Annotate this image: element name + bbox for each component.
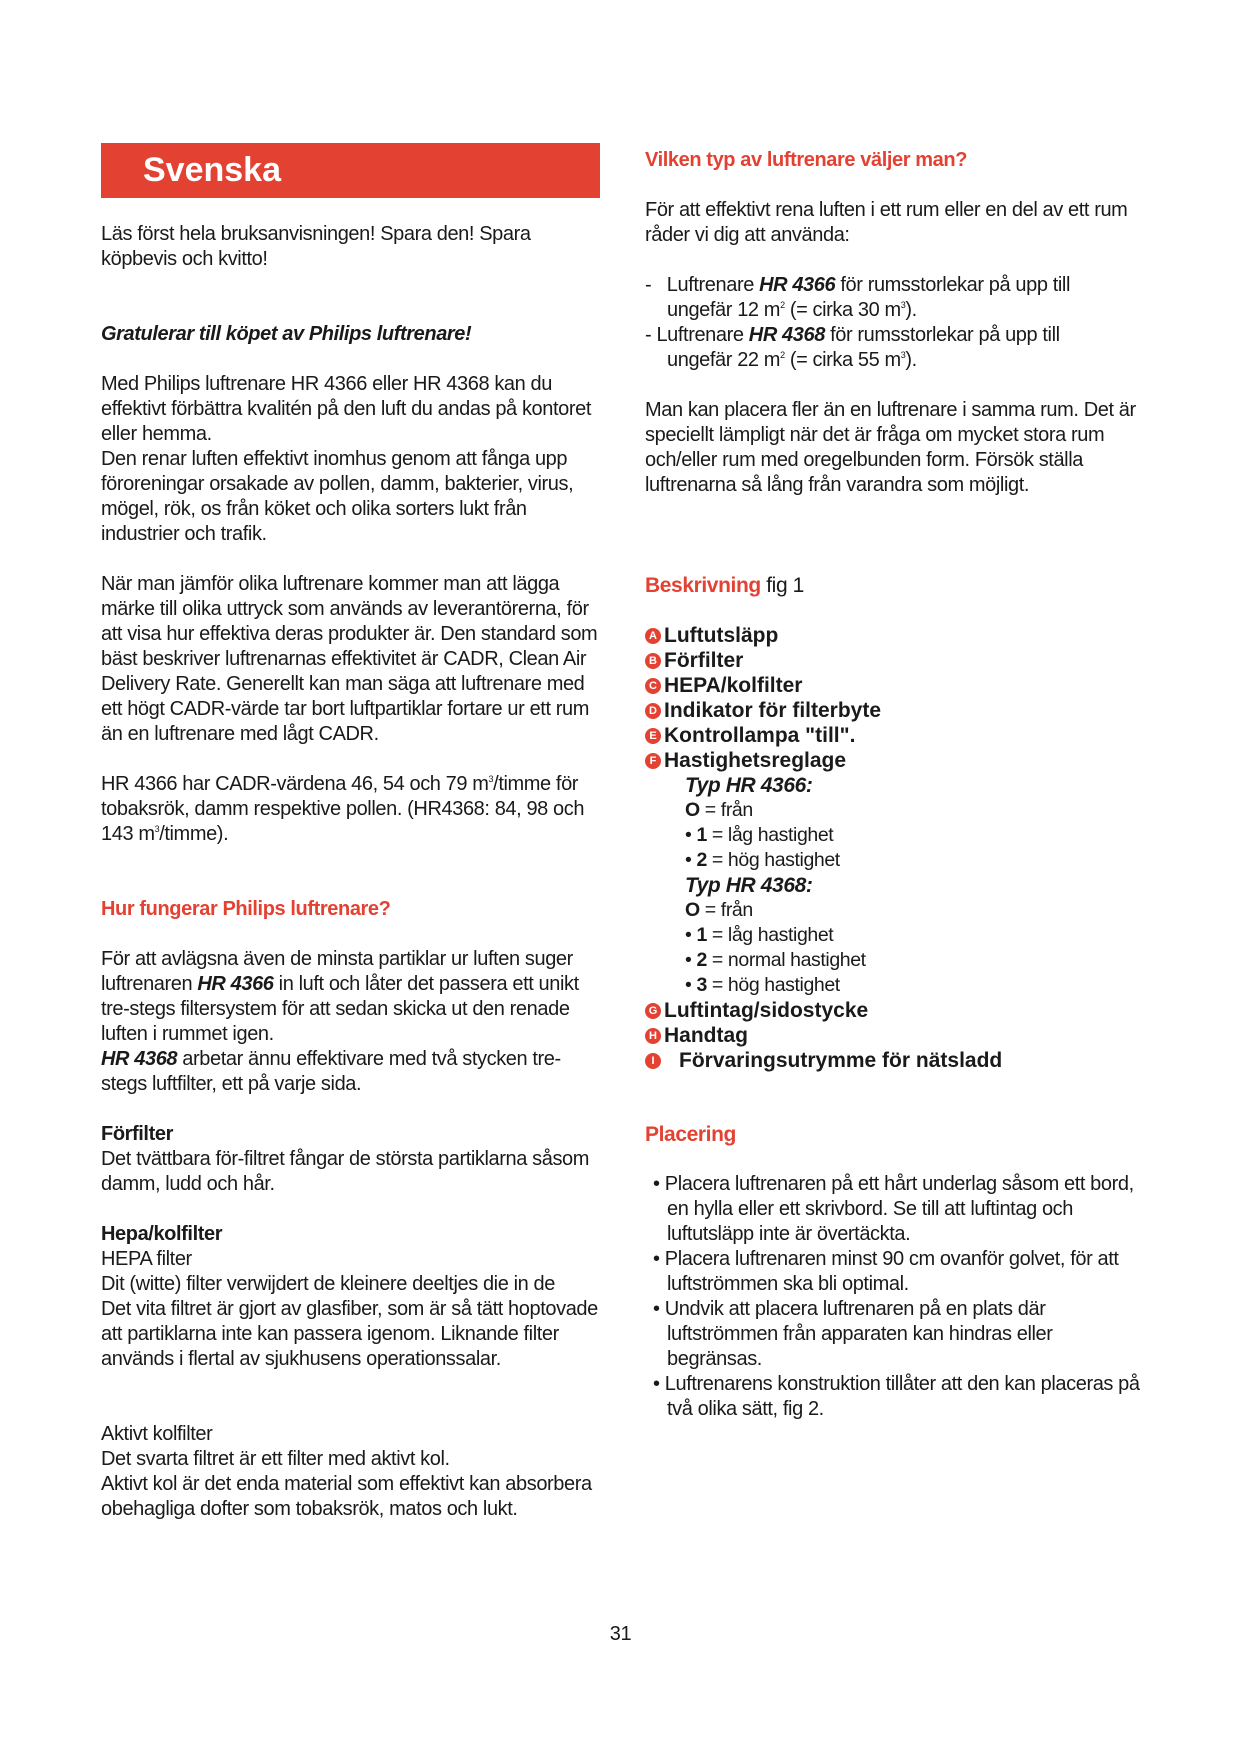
placement-item: • Placera luftrenaren på ett hårt underlag såsom ett bord, en hylla eller ett skrivbord. Se till att luftintag och luftutsläpp inte är övertäckta. [653,1173,1134,1245]
which-heading: Vilken typ av luftrenare väljer man? [645,149,968,171]
part-item: D Indikator för filterbyte [645,698,1165,723]
para-cadr-values: HR 4366 har CADR-värdena 46, 54 och 79 $m^3$/timme för tobaksrök, damm respektive pollen. (HR4368: 84, 98 och 143 $m^3/timme$). [101,773,585,845]
page-number: 31 [609,1623,632,1645]
para-intro-2: Den renar luften effektivt inomhus genom att fånga upp föroreningar orsakade av pollen, damm, bakterier, virus, mögel, rök, os från köket och olika sorters lukt från industrier och trafik. [101,448,574,545]
type-hr4366-heading: Typ HR 4366: [685,774,813,797]
hepa-text-2: Det vita filtret är gjort av glasfiber, som är så tätt hoptovade att partiklarna inte kan passera igenom. Liknande filter används i flertal av sjukhusens operationssalar. [101,1298,598,1370]
intro-text: Läs först hela bruksanvisningen! Spara den! Spara köpbevis och kvitto! [101,223,531,270]
hepa-subheading: HEPA filter [101,1248,192,1270]
part-item: A Luftutsläpp [645,623,1165,648]
option-hr4366: - Luftrenare HR 4366 för rumsstorlekar på upp till ungefär 12 $m^2$ (= cirka 30 $m^3$). [645,274,1070,321]
speed-item: O = från [685,799,753,821]
aktiv-text-2: Aktivt kol är det enda material som effektivt kan absorbera obehagliga dofter som tobaksrök, matos och lukt. [101,1473,592,1520]
placement-item: • Luftrenarens konstruktion tillåter att den kan placeras på två olika sätt, fig 2. [653,1373,1140,1420]
speed-item: • 1 = låg hastighet [685,924,834,946]
parts-list [645,623,1165,1073]
hepa-text-1: Dit (witte) filter verwijdert de kleinere deeltjes die in de [101,1273,555,1295]
badge-c-icon: C [645,678,661,694]
part-item: G Luftintag/sidostycke [645,998,1165,1023]
dash-mark: - [645,324,652,346]
speed-item: O = från [685,899,753,921]
placement-list [645,1172,1140,1422]
speed-item: • 1 = låg hastighet [685,824,834,846]
part-item: I Förvaringsutrymme för nätsladd [645,1048,1165,1073]
aktiv-text-1: Det svarta filtret är ett filter med aktivt kol. [101,1448,450,1470]
which-para-1: För att effektivt rena luften i ett rum eller en del av ett rum råder vi dig att använda: [645,199,1128,246]
badge-g-icon: G [645,1003,661,1019]
part-item: B Förfilter [645,648,1165,673]
para-cadr: När man jämför olika luftrenare kommer man att lägga märke till olika uttryck som används av leverantörerna, för att visa hur effektiva deras produkter är. Den standard som bäst beskriver luftrenarnas effektivitet är CADR, Clean Air Delivery Rate. Generellt kan man säga att luftrenare med ett högt CADR-värde tar bort luftpartiklar fortare ur ett rum än en luftrenare med lågt CADR. [101,573,598,745]
part-item: H Handtag [645,1023,1165,1048]
congrats-heading: Gratulerar till köpet av Philips luftrenare! [101,323,472,345]
aktiv-heading: Aktivt kolfilter [101,1423,213,1445]
placement-item: • Placera luftrenaren minst 90 cm ovanför golvet, för att luftströmmen ska bli optimal. [653,1248,1119,1295]
how-heading: Hur fungerar Philips luftrenare? [101,898,391,920]
part-item: E Kontrollampa "till". [645,723,1165,748]
language-banner: Svenska [101,143,600,198]
speed-item: • 2 = normal hastighet [685,949,866,971]
how-para-2: HR 4368 arbetar ännu effektivare med två stycken tre-stegs luftfilter, ett på varje sida. [101,1048,561,1095]
forfilter-text: Det tvättbara för-filtret fångar de största partiklarna såsom damm, ludd och hår. [101,1148,590,1195]
badge-e-icon: E [645,728,661,744]
speed-item: • 2 = hög hastighet [685,849,840,871]
part-item: C HEPA/kolfilter [645,673,1165,698]
speed-item: • 3 = hög hastighet [685,974,840,996]
placement-item: • Undvik att placera luftrenaren på en plats där luftströmmen från apparaten kan hindras eller begränsas. [653,1298,1053,1370]
part-item: F Hastighetsreglage [645,748,1165,773]
forfilter-heading: Förfilter [101,1123,173,1145]
description-heading: Beskrivning fig 1 [645,574,804,597]
placement-heading: Placering [645,1123,736,1146]
which-para-2: Man kan placera fler än en luftrenare i samma rum. Det är speciellt lämpligt när det är fråga om mycket stora rum och/eller rum med oregelbunden form. Försök ställa luftrenarna så lång från varandra som möjligt. [645,399,1136,496]
how-para-1: För att avlägsna även de minsta partiklar ur luften suger luftrenaren HR 4366 in luft och låter det passera ett unikt tre-stegs filtersystem för att sedan skicka ut den renade luften i rummet igen. [101,948,579,1045]
badge-f-icon: F [645,753,661,769]
badge-b-icon: B [645,653,661,669]
badge-i-icon: I [645,1053,661,1069]
dash-mark: - [645,274,652,296]
badge-h-icon: H [645,1028,661,1044]
option-hr4368: - Luftrenare HR 4368 för rumsstorlekar på upp till ungefär 22 $m^2$ (= cirka 55 $m^3$). [645,324,1060,371]
para-intro-1: Med Philips luftrenare HR 4366 eller HR 4368 kan du effektivt förbättra kvalitén på den luft du andas på kontoret eller hemma. [101,373,592,445]
hepa-heading: Hepa/kolfilter [101,1223,223,1245]
badge-d-icon: D [645,703,661,719]
type-hr4368-heading: Typ HR 4368: [685,874,813,897]
badge-a-icon: A [645,628,661,644]
